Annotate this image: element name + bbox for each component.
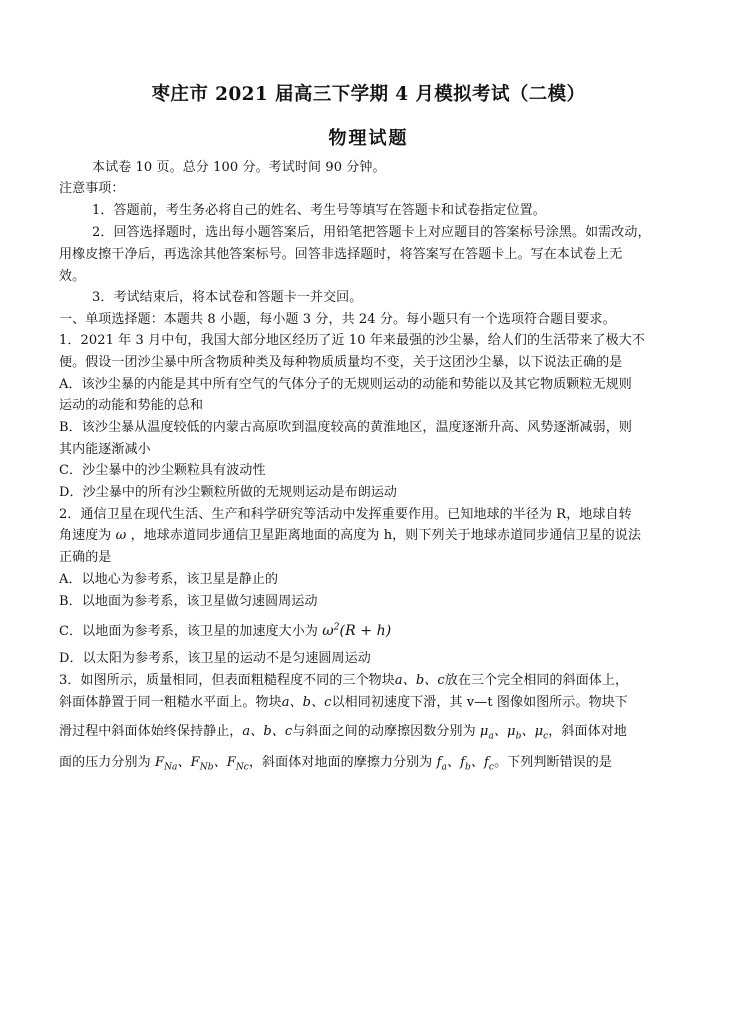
q2-stem-line-3: 正确的是 xyxy=(59,550,112,565)
block-labels: a、b、c xyxy=(242,724,293,739)
q2-stem-line-2-end: ，地球赤道同步通信卫星距离地面的高度为 h，则下列关于地球赤道同步通信卫星的说法 xyxy=(130,528,642,543)
acceleration-formula: $\omega^2(R + h)$ xyxy=(322,622,392,639)
section-1-heading: 一、单项选择题：本题共 8 小题，每小题 3 分，共 24 分。每小题只有一个选项符合题目要求。 xyxy=(59,312,616,327)
q3-stem-line-1: 3．如图所示，质量相同，但表面粗糙程度不同的三个物块a、b、c放在三个完全相同的斜面体上， xyxy=(59,673,629,688)
q2-option-a: A．以地心为参考系，该卫星是静止的 xyxy=(59,572,279,587)
q2-stem-line-1: 2．通信卫星在现代生活、生产和科学研究等活动中发挥重要作用。已知地球的半径为 R，地球自转 xyxy=(59,507,632,522)
q1-stem-line-2: 便。假设一团沙尘暴中所含物质种类及每种物质质量均不变，关于这团沙尘暴，以下说法正确的是 xyxy=(59,355,623,370)
block-labels: a、b、c xyxy=(394,673,445,688)
notice-item-2-line-2: 用橡皮擦干净后，再选涂其他答案标号。回答非选择题时，将答案写在答题卡上。写在本试卷上无 xyxy=(59,247,623,262)
q2-option-c xyxy=(59,620,675,643)
normal-forces: $F_{Na}$、$F_{Nb}$、$F_{Nc}$ xyxy=(154,755,249,773)
notice-item-3: 3．考试结束后，将本试卷和答题卡一并交回。 xyxy=(92,290,363,305)
q1-option-b-line-2: 其内能逐渐减小 xyxy=(59,442,151,457)
omega-symbol: ω xyxy=(115,528,127,543)
q1-option-a-line-1: A．该沙尘暴的内能是其中所有空气的气体分子的无规则运动的动能和势能以及其它物质颗粒无规则 xyxy=(59,377,632,392)
q3-stem-line-2: 斜面体静置于同一粗糙水平面上。物块a、b、c以相同初速度下滑，其 v—t 图像如图所示。物块下 xyxy=(59,695,628,710)
q2-stem-line-2 xyxy=(59,528,675,544)
q1-stem-line-1: 1．2021 年 3 月中旬，我国大部分地区经历了近 10 年来最强的沙尘暴，给人们的生活带来了极大不 xyxy=(59,333,645,348)
block-labels: a、b、c xyxy=(281,695,332,710)
intro-text: 本试卷 10 页。总分 100 分。考试时间 90 分钟。 xyxy=(92,160,386,175)
notice-item-2-line-1: 2．回答选择题时，选出每小题答案后，用铅笔把答题卡上对应题目的答案标号涂黑。如需改动， xyxy=(92,225,651,240)
q3-stem-line-4: 面的压力分别为 $F_{Na}$、$F_{Nb}$、$F_{Nc}$，斜面体对地面的摩擦力分别为 $f_a$、$f_b$、$f_c$。下列判断错误的是 xyxy=(59,755,612,773)
q1-option-a-line-2: 运动的动能和势能的总和 xyxy=(59,398,204,413)
friction-forces: $f_a$、$f_b$、$f_c$ xyxy=(436,755,495,773)
notice-heading: 注意事项： xyxy=(59,181,125,196)
q2-stem-line-2-start: 角速度为 xyxy=(59,528,112,543)
q3-stem-line-3: 滑过程中斜面体始终保持静止，a、b、c与斜面之间的动摩擦因数分别为 $\mu_a$、$\mu_b$、$\mu_c$，斜面体对地 xyxy=(59,724,627,742)
q2-option-d: D．以太阳为参考系，该卫星的运动不是匀速圆周运动 xyxy=(59,651,371,666)
subject-title: 物理试题 xyxy=(328,128,409,149)
q2-option-c-text: C．以地面为参考系，该卫星的加速度大小为 xyxy=(59,624,318,639)
notice-item-2-line-3: 效。 xyxy=(59,269,86,284)
friction-coefficients: $\mu_a$、$\mu_b$、$\mu_c$ xyxy=(479,724,549,742)
notice-item-1: 1．答题前，考生务必将自己的姓名、考生号等填写在答题卡和试卷指定位置。 xyxy=(92,203,546,218)
exam-title: 枣庄市 2021 届高三下学期 4 月模拟考试（二模） xyxy=(151,84,586,105)
q1-option-d: D．沙尘暴中的所有沙尘颗粒所做的无规则运动是布朗运动 xyxy=(59,485,398,500)
q1-option-c: C．沙尘暴中的沙尘颗粒具有波动性 xyxy=(59,463,266,478)
q1-option-b-line-1: B．该沙尘暴从温度较低的内蒙古高原吹到温度较高的黄淮地区，温度逐渐升高、风势逐渐减弱，则 xyxy=(59,420,632,435)
q2-option-b: B．以地面为参考系，该卫星做匀速圆周运动 xyxy=(59,594,318,609)
